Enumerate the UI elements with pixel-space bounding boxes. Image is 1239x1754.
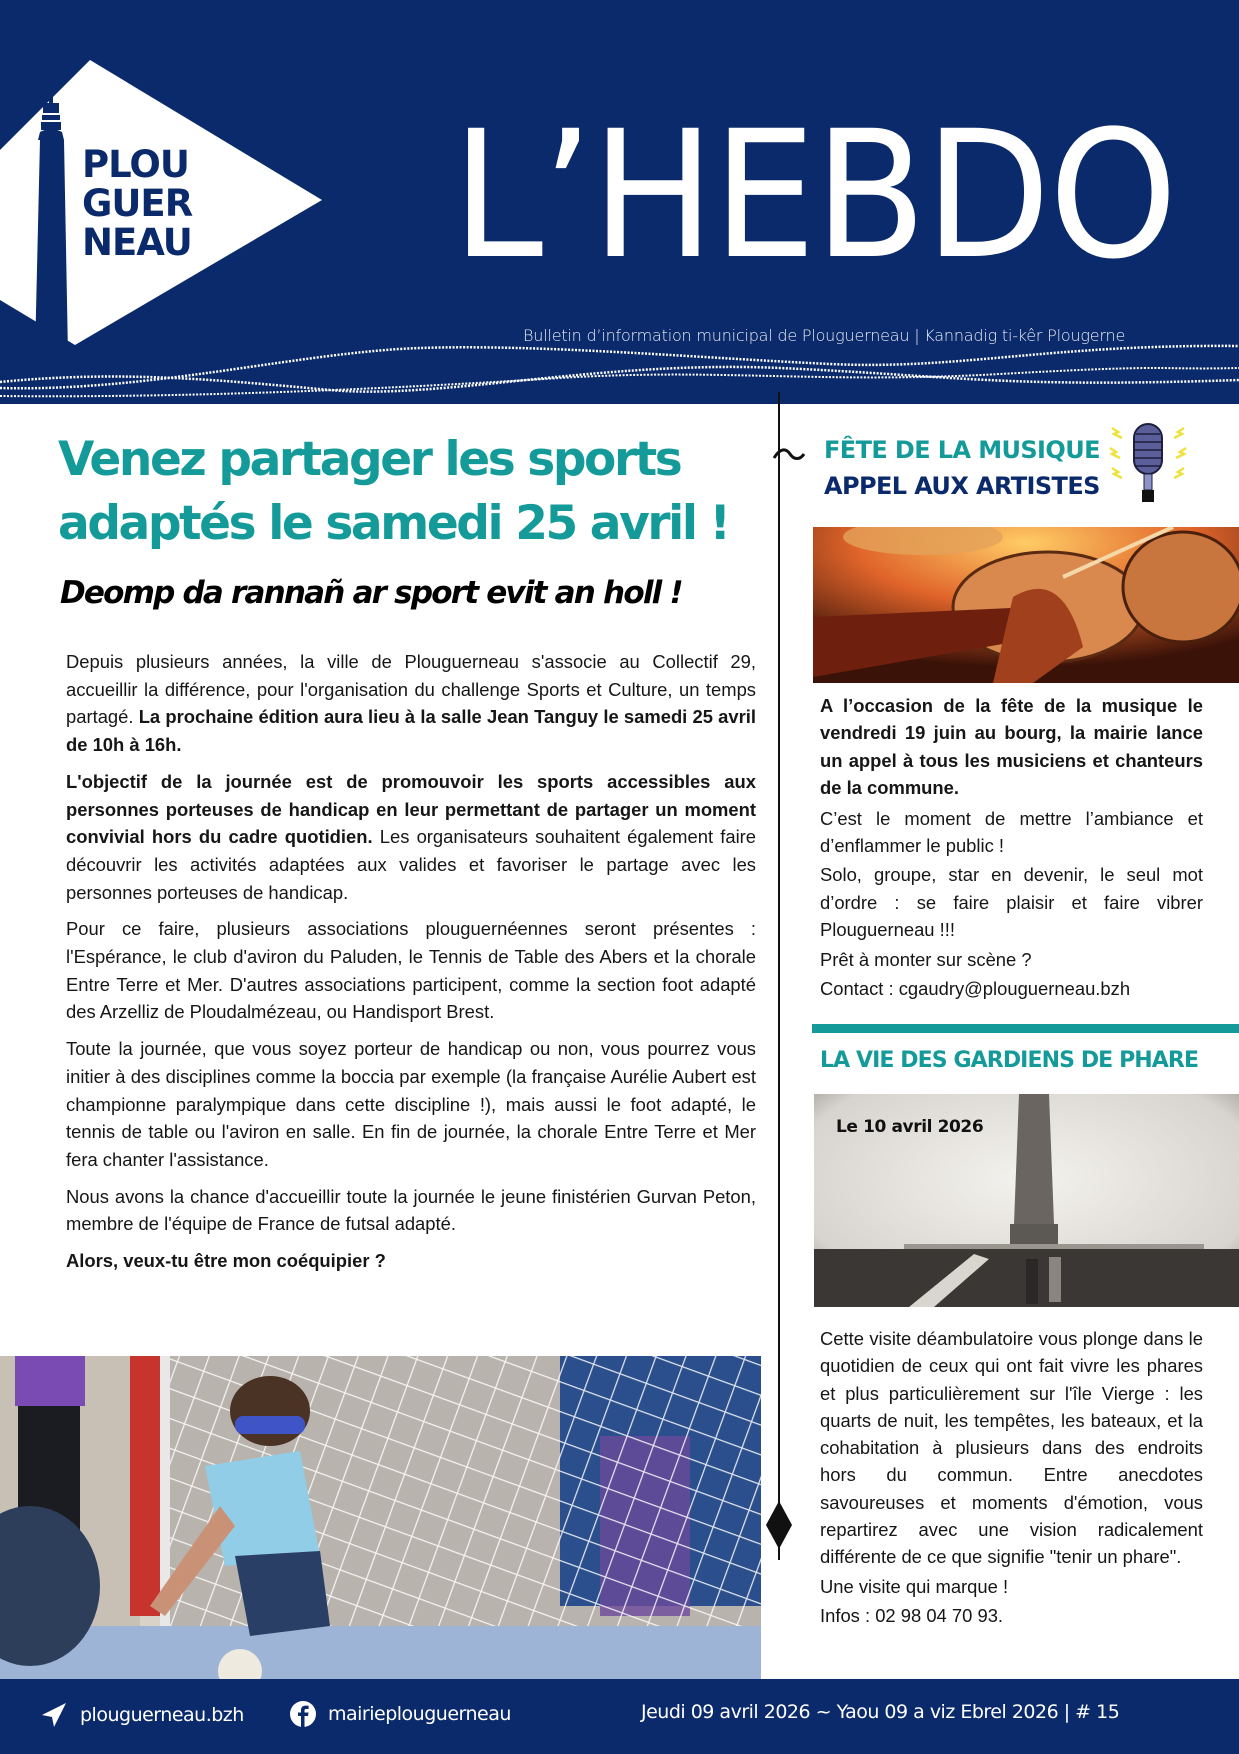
column-divider [778, 392, 780, 1560]
article-closing-question: Alors, veux-tu être mon coéquipier ? [66, 1250, 386, 1272]
article-paragraph: L'objectif de la journée est de promouvoir les sports accessibles aux personnes porteuses de handicap en leur permettant de partager un moment convivial hors du cadre quotidien. Les organisateurs souhaitent également faire découvrir les activités adaptées aux valides et favoriser le partage avec les personnes porteuses de handicap. [66, 770, 757, 903]
facebook-link[interactable]: mairieplouguerneau [290, 1701, 511, 1727]
diamond-ornament [766, 1501, 792, 1549]
fete-musique-heading: FÊTE DE LA MUSIQUE APPEL AUX ARTISTES [824, 436, 1100, 500]
logo-wordmark: PLOU GUER NEAU [82, 143, 193, 264]
article-paragraph: Nous avons la chance d'accueillir toute la journée le jeune finistérien Gurvan Peton, membre de l'équipe de France de futsal adapté. [66, 1185, 756, 1235]
gardiens-phare-heading: LA VIE DES GARDIENS DE PHARE [820, 1048, 1199, 1073]
section-divider-bar [812, 1024, 1239, 1033]
edition-info: Jeudi 09 avril 2026 ~ Yaou 09 a viz Ebrel 2026 | # 15 [641, 1701, 1120, 1723]
infos-phone: Infos : 02 98 04 70 93. [820, 1604, 1004, 1626]
website-link[interactable]: plouguerneau.bzh [40, 1701, 244, 1729]
masthead [0, 0, 1239, 404]
wave-decoration [0, 340, 1239, 404]
footer-bar [0, 1679, 1239, 1754]
article-paragraph: Toute la journée, que vous soyez porteur de handicap ou non, vous pourrez vous initier à des disciplines comme la boccia par exemple (la française Aurélie Aubert est championne paralympique dans cette discipline !), mais aussi le foot adapté, le tennis de table ou l'aviron en salle. En fin de journée, la chorale Entre Terre et Mer fera chanter l'assistance. [66, 1038, 756, 1170]
article-subhead-breton: Deomp da rannañ ar sport evit an holl ! [60, 575, 682, 611]
navigation-arrow-icon [40, 1701, 68, 1729]
article-paragraph: Pour ce faire, plusieurs associations plouguernéennes seront présentes : l'Espérance, le club d'aviron du Paluden, le Tennis de Table des Abers et la chorale Entre Terre et Mer. D'autres associations participent, comme la section foot adapté des Arzelliz de Ploudalmézeau, ou Handisport Brest. [66, 918, 756, 1023]
fete-musique-body: A l’occasion de la fête de la musique le vendredi 19 juin au bourg, la mairie lance un appel à tous les musiciens et chanteurs de la commune. C’est le moment de mettre l’ambiance et d’enflammer le public ! Solo, groupe, star en devenir, le seul mot d’ordre : se faire plaisir et faire vibrer Plouguerneau !!! Prêt à monter sur scène ? Contact : cgaudry@plouguerneau.bzh [820, 692, 1203, 1004]
event-date-label: Le 10 avril 2026 [836, 1117, 984, 1137]
facebook-icon [290, 1701, 316, 1727]
microphone-icon [1106, 418, 1190, 506]
goalball-photo [0, 1356, 761, 1680]
article-headline: Venez partager les sports adaptés le samedi 25 avril ! [58, 432, 729, 551]
contact-email: Contact : cgaudry@plouguerneau.bzh [820, 978, 1131, 1000]
gardiens-phare-body: Cette visite déambulatoire vous plonge dans le quotidien de ceux qui ont fait vivre les phares et plus particulièrement sur l'île Vierge : les quarts de nuit, les tempêtes, les bateaux, et la cohabitation à plusieurs dans des endroits hors du commun. Entre anecdotes savoureuses et moments d'émotion, vous repartirez avec une vision radicalement différente de ce que signifie "tenir un phare". Une visite qui marque ! Infos : 02 98 04 70 93. [820, 1325, 1203, 1631]
article-paragraph: Depuis plusieurs années, la ville de Plouguerneau s'associe au Collectif 29, accueillir la différence, pour l'organisation du challenge Sports et Culture, un temps partagé. La prochaine édition aura lieu à la salle Jean Tanguy le samedi 25 avril de 10h à 16h. [66, 651, 756, 756]
newsletter-title: L’HEBDO [452, 93, 1176, 298]
article-body [66, 648, 756, 1284]
drummer-photo [813, 527, 1239, 683]
tilde-ornament [772, 446, 806, 464]
newsletter-subtitle: Bulletin d’information municipal de Plouguerneau | Kannadig ti-kêr Plougerne [523, 326, 1126, 345]
